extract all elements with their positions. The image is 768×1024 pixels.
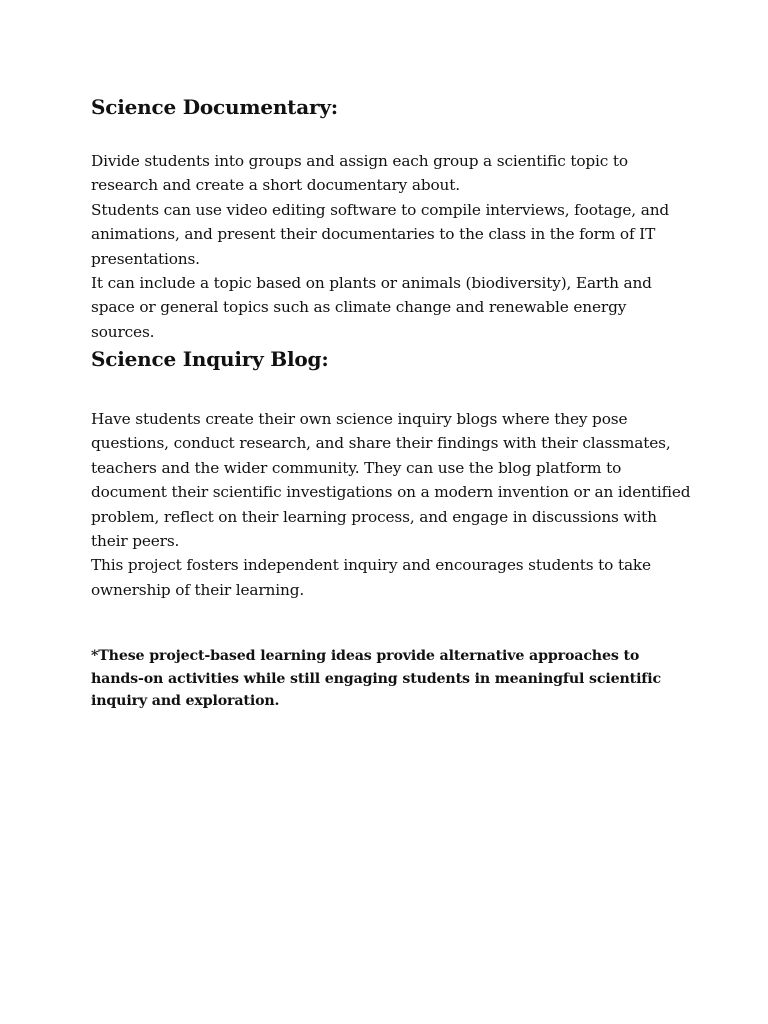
section-body-science-documentary bbox=[91, 149, 691, 344]
paragraph: Have students create their own science inquiry blogs where they pose questions, conduct research, and share their findings with their classmates, teachers and the wider community. They can use the blog platform to document their scientific investigations on a modern invention or an identified problem, reflect on their learning process, and engage in discussions with their peers. bbox=[91, 410, 691, 551]
paragraph: It can include a topic based on plants or animals (biodiversity), Earth and space or general topics such as climate change and renewable energy sources. bbox=[91, 274, 652, 341]
closing-note: *These project-based learning ideas provide alternative approaches to hands-on activities while still engaging students in meaningful scientific inquiry and exploration. bbox=[91, 648, 661, 709]
section-body-science-inquiry-blog bbox=[91, 407, 691, 602]
paragraph: Divide students into groups and assign each group a scientific topic to research and create a short documentary about. bbox=[91, 152, 628, 195]
paragraph: This project fosters independent inquiry and encourages students to take ownership of their learning. bbox=[91, 556, 651, 599]
section-heading-science-documentary: Science Documentary: bbox=[91, 95, 338, 119]
paragraph: Students can use video editing software to compile interviews, footage, and animations, and present their documentaries to the class in the form of IT presentations. bbox=[91, 200, 670, 268]
section-heading-science-inquiry-blog: Science Inquiry Blog: bbox=[91, 347, 329, 371]
